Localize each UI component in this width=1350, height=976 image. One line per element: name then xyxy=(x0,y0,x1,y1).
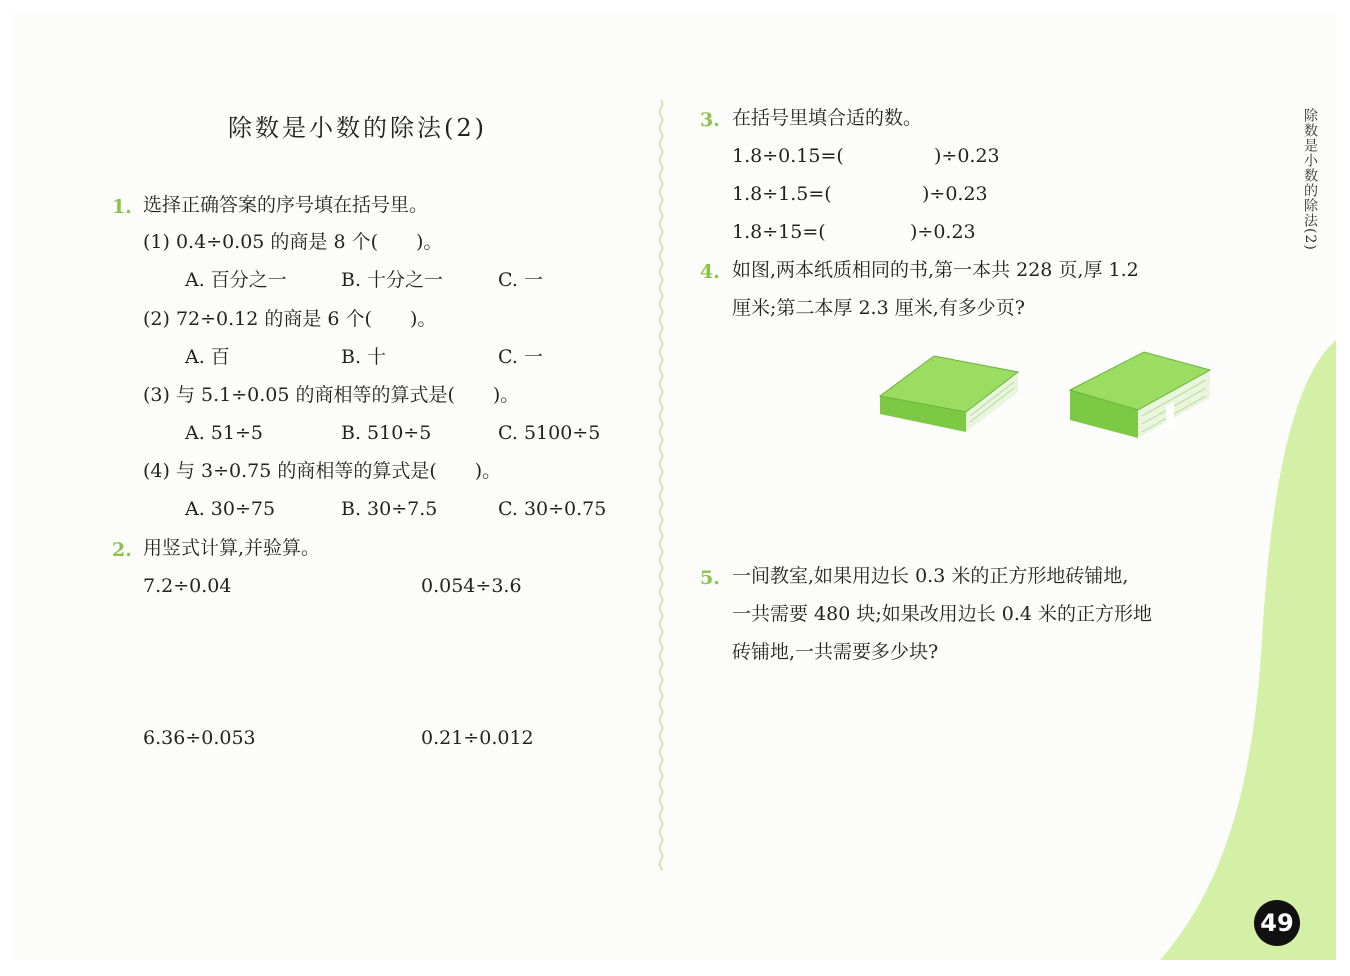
q2-expr-1: 7.2÷0.04 xyxy=(143,575,232,597)
q2-expr-4: 0.21÷0.012 xyxy=(421,727,534,749)
q1-item-2: (2) 72÷0.12 的商是 6 个( )。 xyxy=(143,308,437,330)
paper xyxy=(14,14,1336,960)
q3-line-2-right: )÷0.23 xyxy=(922,183,988,205)
q3-stem: 在括号里填合适的数。 xyxy=(732,107,923,129)
q1-item-3: (3) 与 5.1÷0.05 的商相等的算式是( )。 xyxy=(143,384,520,406)
q1-1-option-a: A. 百分之一 xyxy=(185,269,287,291)
q1-2-option-a: A. 百 xyxy=(185,346,230,368)
thin-book xyxy=(880,356,1018,432)
q2-expr-3: 6.36÷0.053 xyxy=(143,727,256,749)
q3-number: 3. xyxy=(700,109,720,131)
q3-line-1-left: 1.8÷0.15=( xyxy=(732,145,844,167)
q3-line-2-left: 1.8÷1.5=( xyxy=(732,183,832,205)
q1-2-option-c: C. 一 xyxy=(498,346,543,368)
q1-3-option-c: C. 5100÷5 xyxy=(498,422,601,444)
q1-3-option-a: A. 51÷5 xyxy=(185,422,263,444)
q5-line-3: 砖铺地,一共需要多少块? xyxy=(732,641,939,663)
q3-line-3-right: )÷0.23 xyxy=(910,221,976,243)
q1-3-option-b: B. 510÷5 xyxy=(341,422,432,444)
q1-4-option-b: B. 30÷7.5 xyxy=(341,498,438,520)
q5-line-1: 一间教室,如果用边长 0.3 米的正方形地砖铺地, xyxy=(732,565,1129,587)
q2-expr-2: 0.054÷3.6 xyxy=(421,575,522,597)
q1-1-option-b: B. 十分之一 xyxy=(341,269,444,291)
q4-line-1: 如图,两本纸质相同的书,第一本共 228 页,厚 1.2 xyxy=(732,259,1139,281)
q4-number: 4. xyxy=(700,261,720,283)
q1-item-1: (1) 0.4÷0.05 的商是 8 个( )。 xyxy=(143,231,443,253)
page-title: 除数是小数的除法(2) xyxy=(228,114,487,142)
q2-number: 2. xyxy=(112,539,132,561)
q1-number: 1. xyxy=(112,196,132,218)
q5-line-2: 一共需要 480 块;如果改用边长 0.4 米的正方形地 xyxy=(732,603,1153,625)
q4-line-2: 厘米;第二本厚 2.3 厘米,有多少页? xyxy=(732,297,1025,319)
q1-4-option-c: C. 30÷0.75 xyxy=(498,498,607,520)
q1-1-option-c: C. 一 xyxy=(498,269,543,291)
side-tab-label: 除数是小数的除法(2) xyxy=(1302,108,1318,251)
q3-line-3-left: 1.8÷15=( xyxy=(732,221,826,243)
q1-stem: 选择正确答案的序号填在括号里。 xyxy=(143,194,429,216)
q3-line-1-right: )÷0.23 xyxy=(934,145,1000,167)
page-number: 49 xyxy=(1254,900,1300,946)
q1-4-option-a: A. 30÷75 xyxy=(185,498,276,520)
green-corner-decoration xyxy=(1150,340,1336,960)
q5-number: 5. xyxy=(700,567,720,589)
q1-2-option-b: B. 十 xyxy=(341,346,387,368)
q2-stem: 用竖式计算,并验算。 xyxy=(143,537,321,559)
column-divider xyxy=(654,100,668,870)
q1-item-4: (4) 与 3÷0.75 的商相等的算式是( )。 xyxy=(143,460,502,482)
